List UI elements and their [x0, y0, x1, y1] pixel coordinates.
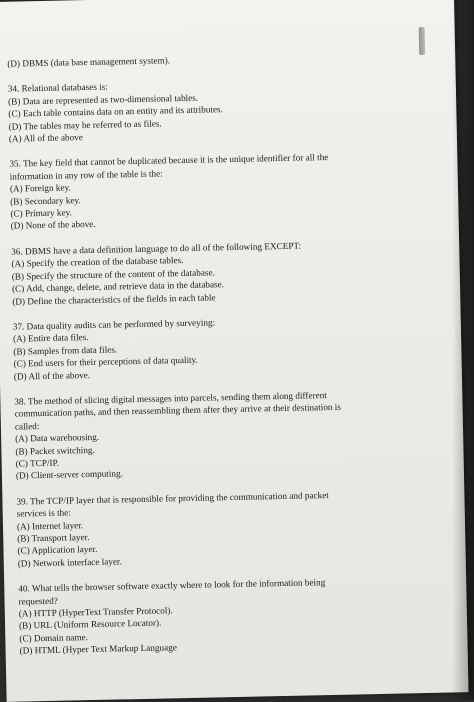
- answer-option: (D) HTML (Hyper Text Markup Language: [19, 642, 177, 656]
- question-stem-line: requested?: [18, 595, 58, 607]
- question-block-38: [14, 386, 456, 482]
- question-block-34: [8, 74, 449, 145]
- answer-option: (C) Primary key.: [10, 207, 72, 219]
- answer-option: (A) HTTP (HyperText Transfer Protocol).: [18, 605, 173, 619]
- answer-option: (A) Foreign key.: [9, 182, 71, 194]
- answer-option: (B) Packet switching.: [15, 444, 95, 457]
- answer-option: (D) All of the above.: [13, 369, 91, 382]
- question-stem-line: 40. What tells the browser software exactly where to look for the information being: [18, 577, 326, 594]
- answer-option: (A) Specify the creation of the database tables.: [11, 255, 184, 269]
- question-block-37: [13, 311, 454, 382]
- question-stem-line: information in any row of the table is the:: [9, 168, 163, 182]
- question-stem-line: communication paths, and then reassembling them after they arrive at their destination is: [14, 402, 341, 419]
- answer-option: (D) Define the characteristics of the fields in each table: [12, 291, 216, 307]
- answer-option: (B) Data are represented as two-dimensional tables.: [7, 92, 199, 107]
- answer-option: (A) Entire data files.: [12, 332, 89, 344]
- question-block-33-tail: [7, 48, 447, 70]
- answer-option: (D) Network interface layer.: [17, 556, 122, 569]
- question-stem-line: 34. Relational databases is:: [7, 82, 108, 95]
- question-stem-line: 38. The method of slicing digital messages into parcels, sending them along different: [14, 390, 327, 407]
- answer-option: (D) The tables may be referred to as files.: [8, 118, 162, 132]
- answer-option: (C) TCP/IP.: [15, 457, 60, 469]
- question-list: [7, 48, 459, 657]
- answer-option: (C) Each table contains data on an entity and its attributes.: [8, 104, 223, 119]
- question-block-39: [16, 486, 457, 570]
- question-block-36: [11, 236, 452, 307]
- answer-option: (B) Secondary key.: [10, 194, 81, 207]
- question-stem-line: services is the:: [16, 507, 71, 519]
- answer-option: (A) Internet layer.: [16, 519, 84, 532]
- answer-option: (C) End users for their perceptions of data quality.: [13, 354, 199, 369]
- answer-option: (B) URL (Uniform Resource Locator).: [18, 618, 162, 632]
- answer-option: (C) Application layer.: [17, 544, 98, 556]
- question-stem-line: called:: [14, 420, 40, 432]
- answer-option: (D) Client-server computing.: [15, 468, 123, 481]
- answer-option: (D) None of the above.: [10, 219, 96, 232]
- answer-option: (B) Samples from data files.: [13, 344, 118, 357]
- question-stem-line: 35. The key field that cannot be duplicated because it is the unique identifier for all the: [9, 152, 329, 170]
- question-stem-line: (D) DBMS (data base management system).: [7, 55, 171, 69]
- question-block-35: [9, 149, 450, 233]
- answer-option: (C) Add, change, delete, and retrieve data in the database.: [11, 279, 225, 294]
- question-stem-line: 37. Data quality audits can be performed by surveying:: [12, 317, 216, 332]
- question-block-40: [18, 574, 459, 658]
- page-edge-shadow: [452, 0, 474, 700]
- question-stem-line: 39. The TCP/IP layer that is responsible for providing the communication and packet: [16, 489, 329, 507]
- answer-option: (C) Domain name.: [19, 631, 89, 644]
- answer-option: (A) Data warehousing.: [15, 432, 100, 444]
- question-stem-line: 36. DBMS have a data definition language to do all of the following EXCEPT:: [11, 240, 302, 257]
- answer-option: (B) Transport layer.: [17, 532, 90, 544]
- answer-option: (B) Specify the structure of the content of the database.: [11, 267, 215, 282]
- answer-option: (A) All of the above: [8, 132, 83, 144]
